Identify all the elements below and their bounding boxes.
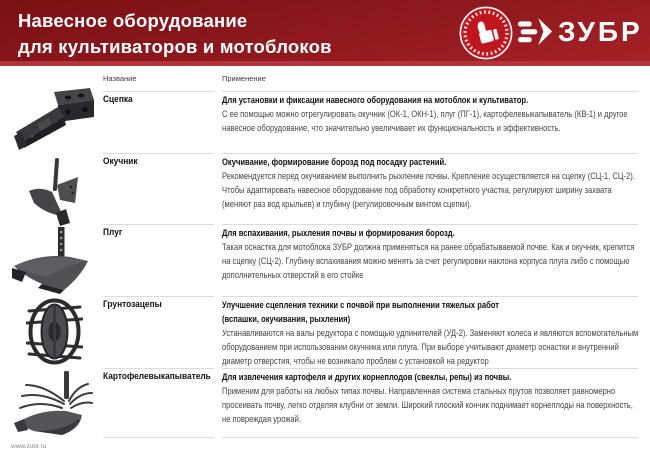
row-description <box>222 156 640 212</box>
row-name: Окучник <box>103 156 138 167</box>
zubr-bison-arrow-icon <box>517 15 554 49</box>
row-divider <box>222 91 638 92</box>
table-bottom-divider <box>103 437 214 438</box>
row-divider <box>103 91 214 92</box>
table-bottom-divider <box>222 437 638 438</box>
zubr-logo <box>517 14 643 50</box>
quality-medal-icon <box>458 5 514 61</box>
page-title-line1: Навесное оборудование <box>18 10 248 31</box>
row-body: С ее помощью можно отрегулировать окучник (ОК-1, ОКН-1), плуг (ПГ-1), картофелевыкапыватель (КВ-1) и другое навесное оборудование, что значительно увеличивает их функциональность и эффективность. <box>222 109 628 134</box>
row-title: Улучшение сцепления техники с почвой при выполнении тяжелых работ <box>222 300 499 311</box>
row-name: Плуг <box>103 227 123 238</box>
column-header-usage: Применение <box>222 74 266 83</box>
row-divider <box>103 153 214 154</box>
row-divider <box>222 296 638 297</box>
hitch-image <box>12 86 96 152</box>
website-url: www.zubr.ru <box>11 443 47 450</box>
hiller-image <box>27 158 81 228</box>
row-divider <box>103 296 214 297</box>
row-divider <box>103 224 214 225</box>
row-title: Окучивание, формирование борозд под посадку растений. <box>222 157 447 168</box>
row-body: Устанавливаются на валы редуктора с помощью удлинителей (УД-2). Заменяют колеса и являются вспомогательным оборудованием при использовании окучника или плуга. При выборе учитывают диаметр оснастки и внутренний диаметр отверстия, чтобы не возникало проблем с установкой на редуктор <box>222 328 639 367</box>
row-name: Грунтозацепы <box>103 299 162 310</box>
row-body: Рекомендуется перед окучиванием выполнить рыхление почвы. Крепление осуществляется на сцепку (СЦ-1, СЦ-2). Чтобы адаптировать навесное оборудование под обработку конкретного участка, регулируют ширину захвата (меняют раз вод крыльев) и глубину (регулировочным винтом сцепки). <box>222 171 635 210</box>
column-header-name: Название <box>103 74 137 83</box>
row-name: Сцепка <box>103 94 133 105</box>
row-body: Такая оснастка для мотоблока ЗУБР должна применяться на ранее обрабатываемой почве. Как и окучник, крепится на сцепку (СЦ-2). Глубину вспахивания можно менять за счет регулировки наклона корпуса плуга либо с помощью дополнительных отверстий в его стойке <box>222 242 635 281</box>
row-divider <box>103 368 214 369</box>
zubr-logo-text: ЗУБР <box>558 16 643 47</box>
row-description <box>222 227 640 283</box>
row-divider <box>222 224 638 225</box>
row-title-line2: (вспашки, окучивания, рыхления) <box>222 314 351 325</box>
row-body: Применим для работы на любых типах почвы. Направленная система стальных прутов позволяет равномерно просеивать почву, легко отделяя клубни от земли. Широкий плоский кончик поднимает корнеплоды на поверхность, не повреждая урожай. <box>222 386 633 425</box>
row-name: Картофелевыкапыватель <box>103 371 211 382</box>
header-accent-strip <box>0 61 650 66</box>
row-title: Для вспахивания, рыхления почвы и формирования борозд. <box>222 228 455 239</box>
lug-wheels-image <box>26 298 83 365</box>
row-divider <box>222 153 638 154</box>
row-title: Для извлечения картофеля и других корнеплодов (свеклы, репы) из почвы. <box>222 372 512 383</box>
page-title-line2: для культиваторов и мотоблоков <box>18 36 332 57</box>
plow-image <box>12 227 90 295</box>
header-banner <box>0 0 650 61</box>
page-title <box>18 8 332 60</box>
row-description <box>222 94 640 136</box>
row-description <box>222 299 640 369</box>
row-title: Для установки и фиксации навесного оборудования на мотоблок и культиватор. <box>222 95 529 106</box>
row-description <box>222 371 640 427</box>
potato-digger-image <box>14 371 94 438</box>
